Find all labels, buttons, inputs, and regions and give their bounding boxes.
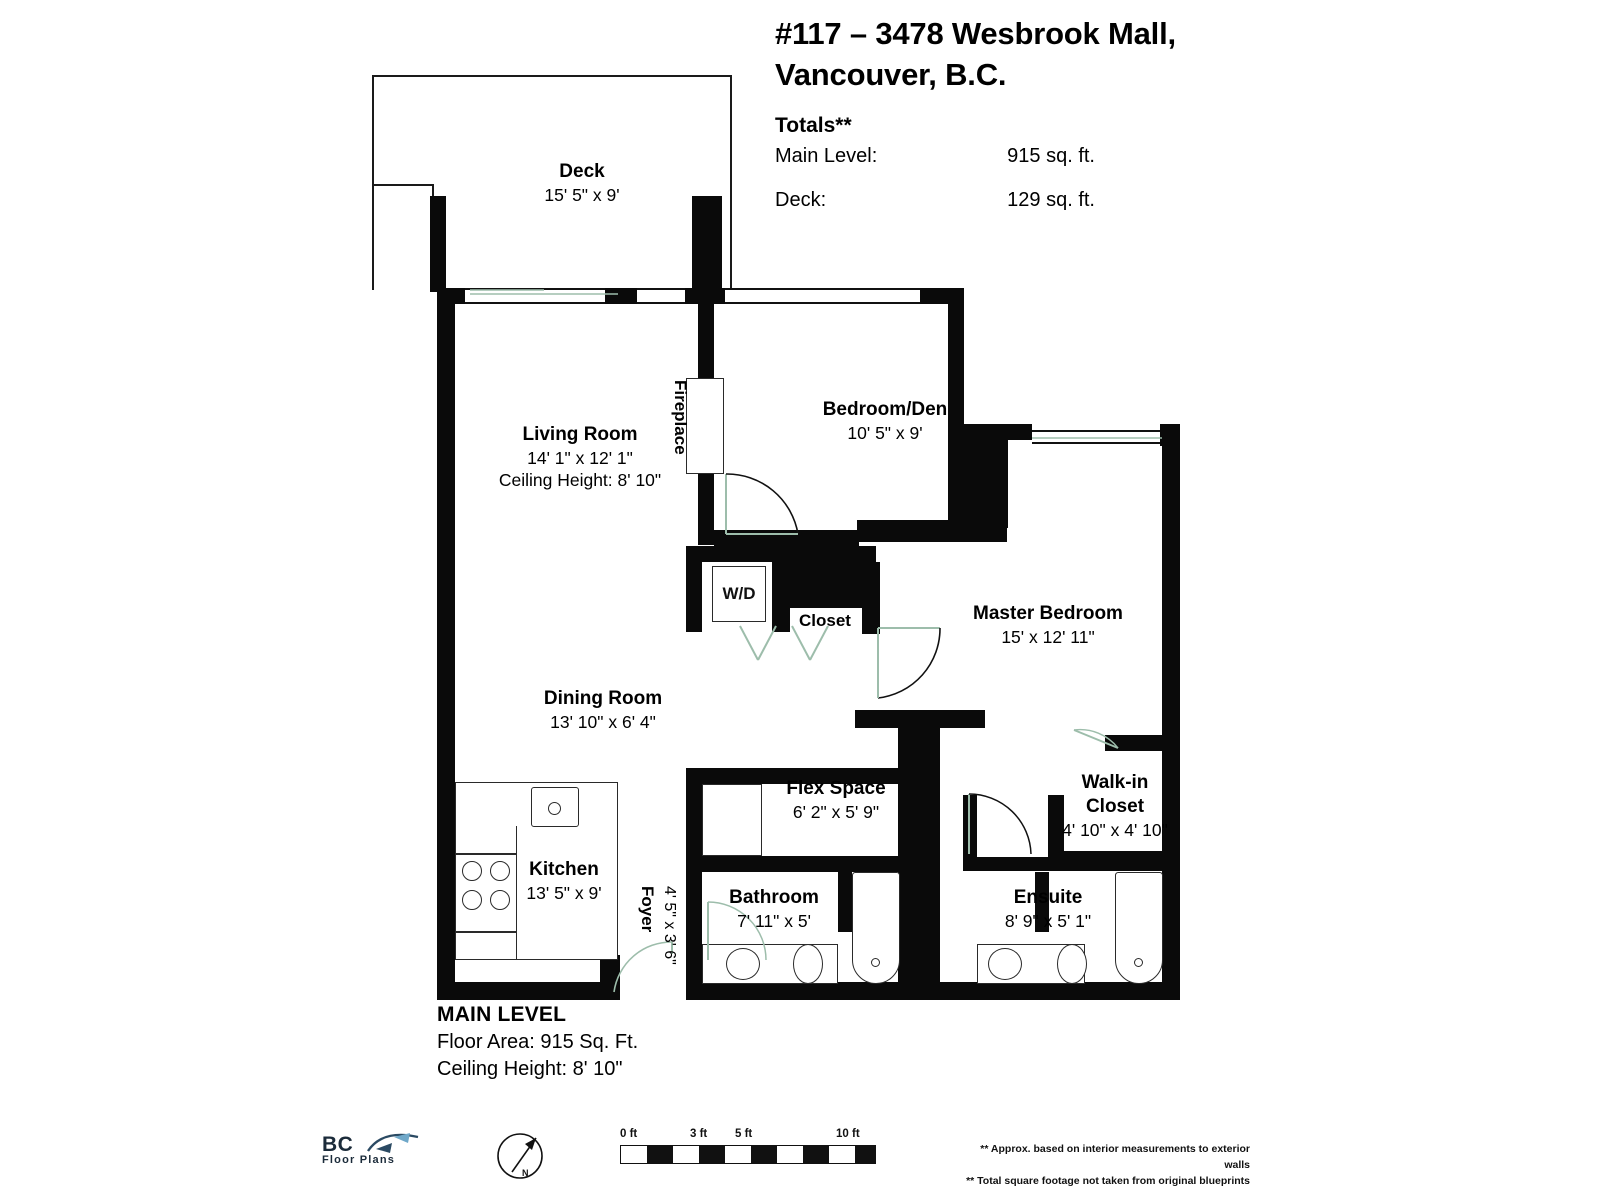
room-label-bathroom: [700, 886, 848, 932]
flex-dim: 6' 2" x 5' 9": [792, 801, 880, 822]
living-dim: 14' 1" x 12' 1": [527, 447, 633, 468]
deck-wall-stub-right: [692, 196, 722, 292]
sliding-door-deck: [470, 288, 620, 300]
ensuite-toilet: [1057, 944, 1087, 984]
kitchen-name: Kitchen: [529, 859, 599, 880]
ensuite-sink: [988, 948, 1022, 980]
kitchen-dim: 13' 5" x 9': [526, 882, 602, 903]
footnote-line-1: ** Approx. based on interior measurements to exterior walls: [980, 1143, 1250, 1171]
living-name: Living Room: [522, 424, 638, 445]
master-dim: 15' x 12' 11": [1001, 626, 1095, 647]
window-bedroom-north: [725, 288, 920, 304]
room-label-kitchen: [466, 858, 662, 904]
washer-dryer: [712, 566, 766, 622]
interior-wall-flex-bottom: [700, 856, 905, 872]
totals-row-main: [775, 145, 1395, 168]
living-ceiling: Ceiling Height: 8' 10": [498, 469, 662, 490]
ensuite-dim: 8' 9" x 5' 1": [1004, 910, 1092, 931]
logo-floorplans-text: Floor Plans: [322, 1154, 396, 1166]
scale-label-3: 3 ft: [690, 1128, 708, 1140]
scale-label-0: 0 ft: [620, 1128, 638, 1140]
window-master-glazing: [1032, 432, 1164, 444]
deck-notch-edge-h: [374, 184, 434, 186]
totals-deck-label: Deck:: [775, 188, 827, 211]
room-label-foyer-name: [637, 886, 657, 932]
page-title-line2: Vancouver, B.C.: [775, 56, 1007, 92]
room-label-dining: [480, 687, 726, 733]
room-label-master: [900, 602, 1196, 648]
room-label-flex: [740, 777, 932, 823]
walkin-name-2: Closet: [1085, 795, 1145, 817]
walkin-dim: 4' 10" x 4' 10": [1062, 819, 1168, 840]
scale-bar-graphic: [620, 1145, 876, 1164]
main-level-block: [437, 1003, 638, 1081]
walkin-name-1: Walk-in: [1081, 772, 1149, 793]
exterior-wall-east: [1162, 440, 1180, 1000]
interior-wall-living-bedroom: [698, 304, 714, 382]
scale-tick-labels: [620, 1128, 876, 1144]
room-label-living: [460, 423, 700, 491]
kitchen-fridge: [455, 932, 517, 960]
scale-label-10: 10 ft: [836, 1128, 860, 1140]
main-level-heading: MAIN LEVEL: [437, 1003, 567, 1026]
deck-wall-stub-left: [430, 196, 446, 292]
interior-wall-den-east-jog: [948, 438, 1008, 528]
interior-wall-living-bedroom-lower: [698, 470, 714, 545]
flex-name: Flex Space: [786, 778, 886, 799]
bedroom-den-name: Bedroom/Den: [822, 399, 948, 420]
foyer-dim: 4' 5" x 3' 6": [661, 886, 678, 965]
kitchen-sink-drain: [548, 802, 561, 815]
interior-wall-master-hall: [898, 710, 940, 985]
compass-north-label: N: [522, 1168, 529, 1178]
fireplace-name: Fireplace: [671, 380, 690, 455]
foyer-name: Foyer: [638, 886, 657, 933]
room-label-deck: [452, 160, 712, 206]
compass-rose: [492, 1128, 548, 1184]
room-label-ensuite: [968, 886, 1128, 932]
main-level-ceiling-height: Ceiling Height: 8' 10": [437, 1058, 623, 1080]
room-label-bedroom-den: [740, 398, 1030, 444]
ensuite-name: Ensuite: [1013, 887, 1083, 908]
bathroom-name: Bathroom: [729, 887, 819, 908]
room-label-closet: [760, 610, 890, 631]
deck-dim: 15' 5" x 9': [544, 184, 620, 205]
bathroom-tub-drain: [871, 958, 880, 967]
page-title-line1: #117 – 3478 Wesbrook Mall,: [775, 16, 1176, 51]
footnote-line-2: ** Total square footage not taken from original blueprints: [966, 1174, 1250, 1187]
title-block: [775, 14, 1395, 212]
interior-wall-closet-top: [772, 560, 876, 608]
main-level-floor-area: Floor Area: 915 Sq. Ft.: [437, 1031, 639, 1053]
ensuite-tub-drain: [1134, 958, 1143, 967]
bathroom-tub: [852, 872, 900, 984]
interior-wall-flex-left: [686, 768, 702, 868]
dining-dim: 13' 10" x 6' 4": [550, 711, 656, 732]
totals-main-label: Main Level:: [775, 144, 878, 167]
window-living-north-2: [637, 288, 685, 304]
totals-heading: Totals**: [775, 113, 852, 137]
exterior-wall-west: [437, 288, 455, 1000]
room-label-fireplace: [670, 380, 690, 455]
closet-name: Closet: [799, 611, 851, 630]
logo-swoosh-icon: [366, 1131, 422, 1157]
totals-row-deck: [775, 189, 1395, 212]
wd-label: W/D: [722, 584, 756, 603]
room-label-walkin: [1022, 771, 1208, 841]
room-label-foyer-dim: [660, 886, 678, 965]
exterior-wall-north-pier: [685, 288, 725, 304]
master-name: Master Bedroom: [973, 603, 1123, 624]
totals-deck-value: 129 sq. ft.: [1007, 188, 1095, 211]
exterior-wall-south-bath: [700, 982, 1180, 1000]
scale-label-5: 5 ft: [735, 1128, 753, 1140]
totals-main-value: 915 sq. ft.: [1007, 144, 1095, 167]
bathroom-dim: 7' 11" x 5': [737, 910, 811, 931]
exterior-wall-south-left: [437, 982, 615, 1000]
door-bedroom-den: [724, 472, 814, 562]
scale-bar: [620, 1128, 876, 1164]
bc-floor-plans-logo: [322, 1133, 442, 1183]
bedroom-den-dim: 10' 5" x 9': [847, 422, 923, 443]
deck-notch-cover: [374, 184, 434, 292]
dining-name: Dining Room: [543, 688, 663, 709]
bathroom-toilet: [793, 944, 823, 984]
deck-name: Deck: [559, 161, 605, 182]
logo-bc-text: BC: [322, 1133, 354, 1156]
footnotes: [960, 1142, 1250, 1189]
